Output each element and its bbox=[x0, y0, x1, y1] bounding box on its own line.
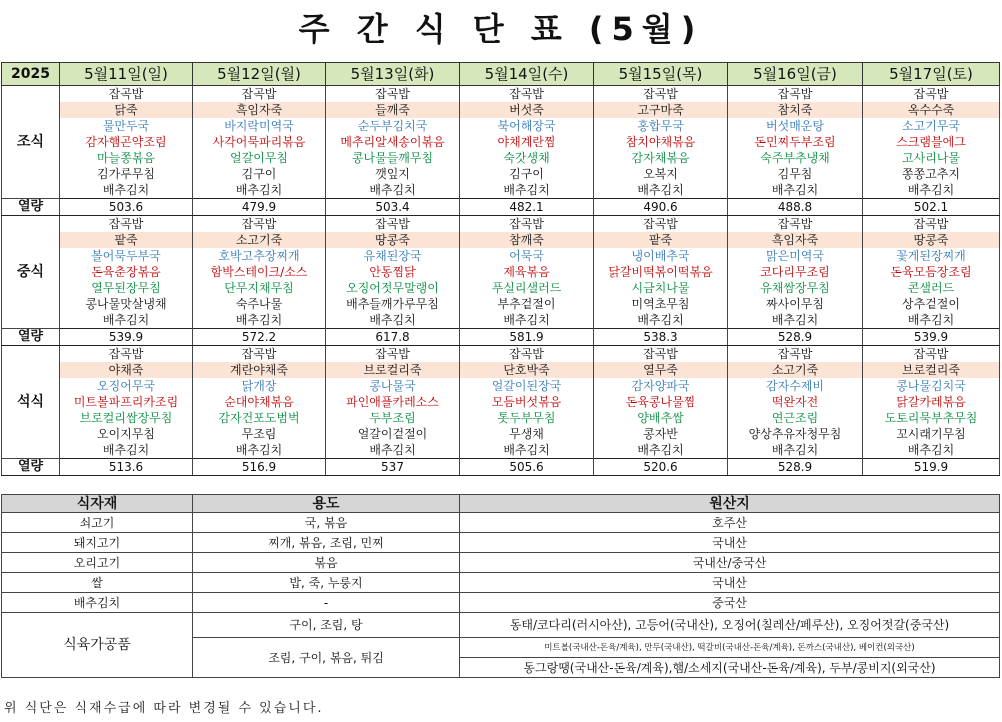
dish-cell: 소고기무국 bbox=[863, 118, 1000, 134]
dish-cell: 배추김치 bbox=[728, 182, 863, 199]
dish-cell: 버섯죽 bbox=[460, 102, 594, 118]
calorie-value: 502.1 bbox=[863, 199, 1000, 216]
calorie-value: 528.9 bbox=[728, 459, 863, 476]
dish-cell: 배추김치 bbox=[728, 312, 863, 329]
ingredient-origin: 미트볼(국내산-돈육/계육), 만두(국내산), 떡갈비(국내산-돈육/계육), 돈까스(국내산), 베이컨(외국산) bbox=[460, 638, 1000, 658]
ingredient-name: 쌀 bbox=[2, 573, 193, 593]
ingredient-origin: 국내산 bbox=[460, 573, 1000, 593]
dish-cell: 호박고추장찌개 bbox=[193, 248, 326, 264]
dish-cell: 오징어무국 bbox=[60, 378, 193, 394]
menu-row bbox=[2, 182, 1000, 199]
ingredient-header: 용도 bbox=[193, 495, 460, 513]
dish-cell: 돈민찌두부조림 bbox=[728, 134, 863, 150]
day-header-row bbox=[2, 63, 1000, 86]
ingredient-origin: 동그랑땡(국내산-돈육/계육),햄/소세지(국내산-돈육/계육), 두부/콩비지(외국산) bbox=[460, 658, 1000, 678]
menu-row bbox=[2, 394, 1000, 410]
dish-cell: 참깨죽 bbox=[460, 232, 594, 248]
dish-cell: 돈육춘장볶음 bbox=[60, 264, 193, 280]
dish-cell: 감자양파국 bbox=[594, 378, 728, 394]
menu-row bbox=[2, 296, 1000, 312]
menu-row bbox=[2, 86, 1000, 103]
dish-cell: 얼갈이무침 bbox=[193, 150, 326, 166]
dish-cell: 야채계란찜 bbox=[460, 134, 594, 150]
dish-cell: 배추김치 bbox=[594, 182, 728, 199]
dish-cell: 배추김치 bbox=[863, 442, 1000, 459]
dish-cell: 팥죽 bbox=[594, 232, 728, 248]
dish-cell: 연근조림 bbox=[728, 410, 863, 426]
calorie-value: 479.9 bbox=[193, 199, 326, 216]
menu-row bbox=[2, 442, 1000, 459]
dish-cell: 버섯매운탕 bbox=[728, 118, 863, 134]
day-header: 5월16일(금) bbox=[728, 63, 863, 86]
menu-row bbox=[2, 118, 1000, 134]
ingredient-usage: - bbox=[193, 593, 460, 613]
calorie-value: 513.6 bbox=[60, 459, 193, 476]
ingredient-origin: 동태/코다리(러시아산), 고등어(국내산), 오징어(칠레산/페루산), 오징어젓갈(중국산) bbox=[460, 613, 1000, 638]
dish-cell: 흑임자죽 bbox=[728, 232, 863, 248]
menu-row bbox=[2, 410, 1000, 426]
dish-cell: 깻잎지 bbox=[326, 166, 460, 182]
dish-cell: 파인애플카레소스 bbox=[326, 394, 460, 410]
dish-cell: 양상추유자청무침 bbox=[728, 426, 863, 442]
dish-cell: 배추김치 bbox=[193, 442, 326, 459]
calorie-row-dinner bbox=[2, 459, 1000, 476]
dish-cell: 꽃게된장찌개 bbox=[863, 248, 1000, 264]
dish-cell: 닭개장 bbox=[193, 378, 326, 394]
ingredient-origin: 호주산 bbox=[460, 513, 1000, 533]
dish-cell: 잡곡밥 bbox=[863, 86, 1000, 103]
calorie-value: 488.8 bbox=[728, 199, 863, 216]
dish-cell: 두부조림 bbox=[326, 410, 460, 426]
dish-cell: 잡곡밥 bbox=[594, 346, 728, 363]
menu-row bbox=[2, 378, 1000, 394]
ingredient-row bbox=[2, 533, 1000, 553]
page-title: 주 간 식 단 표 (5월) bbox=[298, 10, 704, 48]
dish-cell: 홍합무국 bbox=[594, 118, 728, 134]
dish-cell: 닭죽 bbox=[60, 102, 193, 118]
dish-cell: 마늘쫑볶음 bbox=[60, 150, 193, 166]
ingredient-origin: 국내산 bbox=[460, 533, 1000, 553]
dish-cell: 땅콩죽 bbox=[863, 232, 1000, 248]
ingredient-header: 식자재 bbox=[2, 495, 193, 513]
dish-cell: 배추김치 bbox=[460, 182, 594, 199]
calorie-value: 503.4 bbox=[326, 199, 460, 216]
dish-cell: 잡곡밥 bbox=[728, 86, 863, 103]
dish-cell: 잡곡밥 bbox=[594, 216, 728, 233]
dish-cell: 브로컬리죽 bbox=[326, 362, 460, 378]
calorie-value: 516.9 bbox=[193, 459, 326, 476]
dish-cell: 잡곡밥 bbox=[193, 346, 326, 363]
dish-cell: 상추겉절이 bbox=[863, 296, 1000, 312]
dish-cell: 배추김치 bbox=[863, 182, 1000, 199]
dish-cell: 유채쌈장무침 bbox=[728, 280, 863, 296]
dish-cell: 잡곡밥 bbox=[193, 216, 326, 233]
dish-cell: 참치야채볶음 bbox=[594, 134, 728, 150]
dish-cell: 김무침 bbox=[728, 166, 863, 182]
dish-cell: 숙갓생채 bbox=[460, 150, 594, 166]
year-cell: 2025 bbox=[2, 63, 60, 86]
dish-cell: 콘샐러드 bbox=[863, 280, 1000, 296]
ingredient-origin-table bbox=[1, 494, 1000, 678]
dish-cell: 배추김치 bbox=[193, 312, 326, 329]
dish-cell: 잡곡밥 bbox=[60, 216, 193, 233]
dish-cell: 숙주부추냉채 bbox=[728, 150, 863, 166]
dish-cell: 배추들깨가루무침 bbox=[326, 296, 460, 312]
calorie-row-breakfast bbox=[2, 199, 1000, 216]
calorie-label: 열량 bbox=[2, 459, 60, 476]
dish-cell: 콩나물맛살냉채 bbox=[60, 296, 193, 312]
dish-cell: 고사리나물 bbox=[863, 150, 1000, 166]
dish-cell: 브로컬리쌈장무침 bbox=[60, 410, 193, 426]
ingredient-usage: 밥, 죽, 누룽지 bbox=[193, 573, 460, 593]
dish-cell: 오징어젓무말랭이 bbox=[326, 280, 460, 296]
dish-cell: 소고기죽 bbox=[193, 232, 326, 248]
menu-row bbox=[2, 280, 1000, 296]
dish-cell: 열무된장무침 bbox=[60, 280, 193, 296]
menu-row bbox=[2, 312, 1000, 329]
dish-cell: 짜사이무침 bbox=[728, 296, 863, 312]
day-header: 5월12일(월) bbox=[193, 63, 326, 86]
dish-cell: 잡곡밥 bbox=[460, 346, 594, 363]
ingredient-name: 오리고기 bbox=[2, 553, 193, 573]
dish-cell: 콩나물국 bbox=[326, 378, 460, 394]
dish-cell: 감자햄곤약조림 bbox=[60, 134, 193, 150]
dish-cell: 미트볼파프리카조림 bbox=[60, 394, 193, 410]
dish-cell: 배추김치 bbox=[863, 312, 1000, 329]
dish-cell: 감자건포도범벅 bbox=[193, 410, 326, 426]
day-header: 5월17일(토) bbox=[863, 63, 1000, 86]
menu-row bbox=[2, 232, 1000, 248]
dish-cell: 소고기죽 bbox=[728, 362, 863, 378]
dish-cell: 도토리묵부추무침 bbox=[863, 410, 1000, 426]
calorie-value: 482.1 bbox=[460, 199, 594, 216]
ingredient-row bbox=[2, 573, 1000, 593]
calorie-value: 539.9 bbox=[863, 329, 1000, 346]
menu-row bbox=[2, 134, 1000, 150]
menu-row bbox=[2, 426, 1000, 442]
dish-cell: 숙주나물 bbox=[193, 296, 326, 312]
ingredient-header: 원산지 bbox=[460, 495, 1000, 513]
calorie-row-lunch bbox=[2, 329, 1000, 346]
dish-cell: 열무죽 bbox=[594, 362, 728, 378]
dish-cell: 콩자반 bbox=[594, 426, 728, 442]
dish-cell: 사각어묵파리볶음 bbox=[193, 134, 326, 150]
ingredient-usage: 구이, 조림, 탕 bbox=[193, 613, 460, 638]
calorie-value: 503.6 bbox=[60, 199, 193, 216]
dish-cell: 오복지 bbox=[594, 166, 728, 182]
footer-note: 위 식단은 식재수급에 따라 변경될 수 있습니다. bbox=[4, 701, 324, 716]
dish-cell: 김가루무침 bbox=[60, 166, 193, 182]
dish-cell: 부추겉절이 bbox=[460, 296, 594, 312]
menu-row bbox=[2, 264, 1000, 280]
dish-cell: 볼어묵두부국 bbox=[60, 248, 193, 264]
dish-cell: 배추김치 bbox=[60, 442, 193, 459]
calorie-value: 572.2 bbox=[193, 329, 326, 346]
ingredient-usage: 볶음 bbox=[193, 553, 460, 573]
menu-row bbox=[2, 346, 1000, 363]
dish-cell: 배추김치 bbox=[728, 442, 863, 459]
dish-cell: 단호박죽 bbox=[460, 362, 594, 378]
dish-cell: 꼬시래기무침 bbox=[863, 426, 1000, 442]
ingredient-usage: 국, 볶음 bbox=[193, 513, 460, 533]
calorie-value: 505.6 bbox=[460, 459, 594, 476]
dish-cell: 잡곡밥 bbox=[60, 86, 193, 103]
dish-cell: 잡곡밥 bbox=[863, 216, 1000, 233]
dish-cell: 코다리무조림 bbox=[728, 264, 863, 280]
dish-cell: 북어해장국 bbox=[460, 118, 594, 134]
dish-cell: 땅콩죽 bbox=[326, 232, 460, 248]
dish-cell: 배추김치 bbox=[193, 182, 326, 199]
calorie-value: 537 bbox=[326, 459, 460, 476]
dish-cell: 김구이 bbox=[460, 166, 594, 182]
dish-cell: 야채죽 bbox=[60, 362, 193, 378]
dish-cell: 물만두국 bbox=[60, 118, 193, 134]
dish-cell: 순대야채볶음 bbox=[193, 394, 326, 410]
dish-cell: 배추김치 bbox=[60, 312, 193, 329]
dish-cell: 계란야채죽 bbox=[193, 362, 326, 378]
dish-cell: 잡곡밥 bbox=[863, 346, 1000, 363]
ingredient-name: 식육가공품 bbox=[2, 613, 193, 678]
ingredient-usage: 찌개, 볶음, 조림, 민찌 bbox=[193, 533, 460, 553]
dish-cell: 순두부김치국 bbox=[326, 118, 460, 134]
dish-cell: 모듬버섯볶음 bbox=[460, 394, 594, 410]
dish-cell: 배추김치 bbox=[460, 312, 594, 329]
dish-cell: 푸실리샐러드 bbox=[460, 280, 594, 296]
ingredient-name: 돼지고기 bbox=[2, 533, 193, 553]
menu-row bbox=[2, 362, 1000, 378]
dish-cell: 무생채 bbox=[460, 426, 594, 442]
dish-cell: 배추김치 bbox=[326, 182, 460, 199]
dish-cell: 잡곡밥 bbox=[60, 346, 193, 363]
dish-cell: 콩나물김치국 bbox=[863, 378, 1000, 394]
dish-cell: 브로컬리죽 bbox=[863, 362, 1000, 378]
dish-cell: 옥수수죽 bbox=[863, 102, 1000, 118]
menu-row bbox=[2, 248, 1000, 264]
dish-cell: 배추김치 bbox=[60, 182, 193, 199]
dish-cell: 잡곡밥 bbox=[594, 86, 728, 103]
calorie-value: 617.8 bbox=[326, 329, 460, 346]
dish-cell: 배추김치 bbox=[594, 312, 728, 329]
dish-cell: 바지락미역국 bbox=[193, 118, 326, 134]
dish-cell: 배추김치 bbox=[326, 312, 460, 329]
calorie-value: 539.9 bbox=[60, 329, 193, 346]
ingredient-name: 쇠고기 bbox=[2, 513, 193, 533]
dish-cell: 오이지무침 bbox=[60, 426, 193, 442]
meal-label-lunch: 중식 bbox=[2, 216, 60, 329]
dish-cell: 돈육모듬장조림 bbox=[863, 264, 1000, 280]
dish-cell: 잡곡밥 bbox=[326, 86, 460, 103]
menu-row bbox=[2, 166, 1000, 182]
calorie-value: 490.6 bbox=[594, 199, 728, 216]
dish-cell: 잡곡밥 bbox=[460, 216, 594, 233]
dish-cell: 쫑쫑고추지 bbox=[863, 166, 1000, 182]
day-header: 5월14일(수) bbox=[460, 63, 594, 86]
dish-cell: 미역초무침 bbox=[594, 296, 728, 312]
dish-cell: 콩나물들깨무침 bbox=[326, 150, 460, 166]
dish-cell: 고구마죽 bbox=[594, 102, 728, 118]
dish-cell: 김구이 bbox=[193, 166, 326, 182]
ingredient-header-row bbox=[2, 495, 1000, 513]
dish-cell: 닭갈비떡볶이떡볶음 bbox=[594, 264, 728, 280]
dish-cell: 시금치나물 bbox=[594, 280, 728, 296]
ingredient-usage: 조림, 구이, 볶음, 튀김 bbox=[193, 638, 460, 678]
dish-cell: 배추김치 bbox=[460, 442, 594, 459]
dish-cell: 메추리알새송이볶음 bbox=[326, 134, 460, 150]
dish-cell: 스크램블에그 bbox=[863, 134, 1000, 150]
day-header: 5월15일(목) bbox=[594, 63, 728, 86]
day-header: 5월13일(화) bbox=[326, 63, 460, 86]
dish-cell: 무조림 bbox=[193, 426, 326, 442]
ingredient-row bbox=[2, 553, 1000, 573]
calorie-value: 538.3 bbox=[594, 329, 728, 346]
dish-cell: 유채된장국 bbox=[326, 248, 460, 264]
dish-cell: 닭갈카레볶음 bbox=[863, 394, 1000, 410]
day-header: 5월11일(일) bbox=[60, 63, 193, 86]
dish-cell: 제육볶음 bbox=[460, 264, 594, 280]
dish-cell: 얼갈이겉절이 bbox=[326, 426, 460, 442]
menu-row bbox=[2, 150, 1000, 166]
dish-cell: 안동찜닭 bbox=[326, 264, 460, 280]
dish-cell: 떡완자전 bbox=[728, 394, 863, 410]
menu-table bbox=[1, 62, 1000, 476]
dish-cell: 어묵국 bbox=[460, 248, 594, 264]
dish-cell: 감자채볶음 bbox=[594, 150, 728, 166]
dish-cell: 함박스테이크/소스 bbox=[193, 264, 326, 280]
calorie-value: 519.9 bbox=[863, 459, 1000, 476]
dish-cell: 잡곡밥 bbox=[193, 86, 326, 103]
ingredient-name: 배추김치 bbox=[2, 593, 193, 613]
dish-cell: 양배추쌈 bbox=[594, 410, 728, 426]
dish-cell: 단무지채무침 bbox=[193, 280, 326, 296]
dish-cell: 배추김치 bbox=[594, 442, 728, 459]
menu-row bbox=[2, 216, 1000, 233]
ingredient-row bbox=[2, 513, 1000, 533]
dish-cell: 맑은미역국 bbox=[728, 248, 863, 264]
menu-row bbox=[2, 102, 1000, 118]
dish-cell: 참치죽 bbox=[728, 102, 863, 118]
dish-cell: 팥죽 bbox=[60, 232, 193, 248]
dish-cell: 잡곡밥 bbox=[326, 216, 460, 233]
calorie-label: 열량 bbox=[2, 329, 60, 346]
dish-cell: 흑임자죽 bbox=[193, 102, 326, 118]
calorie-value: 528.9 bbox=[728, 329, 863, 346]
dish-cell: 얼갈이된장국 bbox=[460, 378, 594, 394]
dish-cell: 잡곡밥 bbox=[326, 346, 460, 363]
dish-cell: 톳두부무침 bbox=[460, 410, 594, 426]
dish-cell: 돈육콩나물찜 bbox=[594, 394, 728, 410]
dish-cell: 잡곡밥 bbox=[728, 346, 863, 363]
meal-label-breakfast: 조식 bbox=[2, 86, 60, 199]
dish-cell: 잡곡밥 bbox=[460, 86, 594, 103]
meal-label-dinner: 석식 bbox=[2, 346, 60, 459]
dish-cell: 배추김치 bbox=[326, 442, 460, 459]
calorie-value: 581.9 bbox=[460, 329, 594, 346]
dish-cell: 감자수제비 bbox=[728, 378, 863, 394]
calorie-value: 520.6 bbox=[594, 459, 728, 476]
dish-cell: 잡곡밥 bbox=[728, 216, 863, 233]
dish-cell: 냉이배추국 bbox=[594, 248, 728, 264]
calorie-label: 열량 bbox=[2, 199, 60, 216]
ingredient-origin: 국내산/중국산 bbox=[460, 553, 1000, 573]
ingredient-origin: 중국산 bbox=[460, 593, 1000, 613]
ingredient-row bbox=[2, 593, 1000, 613]
dish-cell: 들깨죽 bbox=[326, 102, 460, 118]
ingredient-row bbox=[2, 613, 1000, 638]
